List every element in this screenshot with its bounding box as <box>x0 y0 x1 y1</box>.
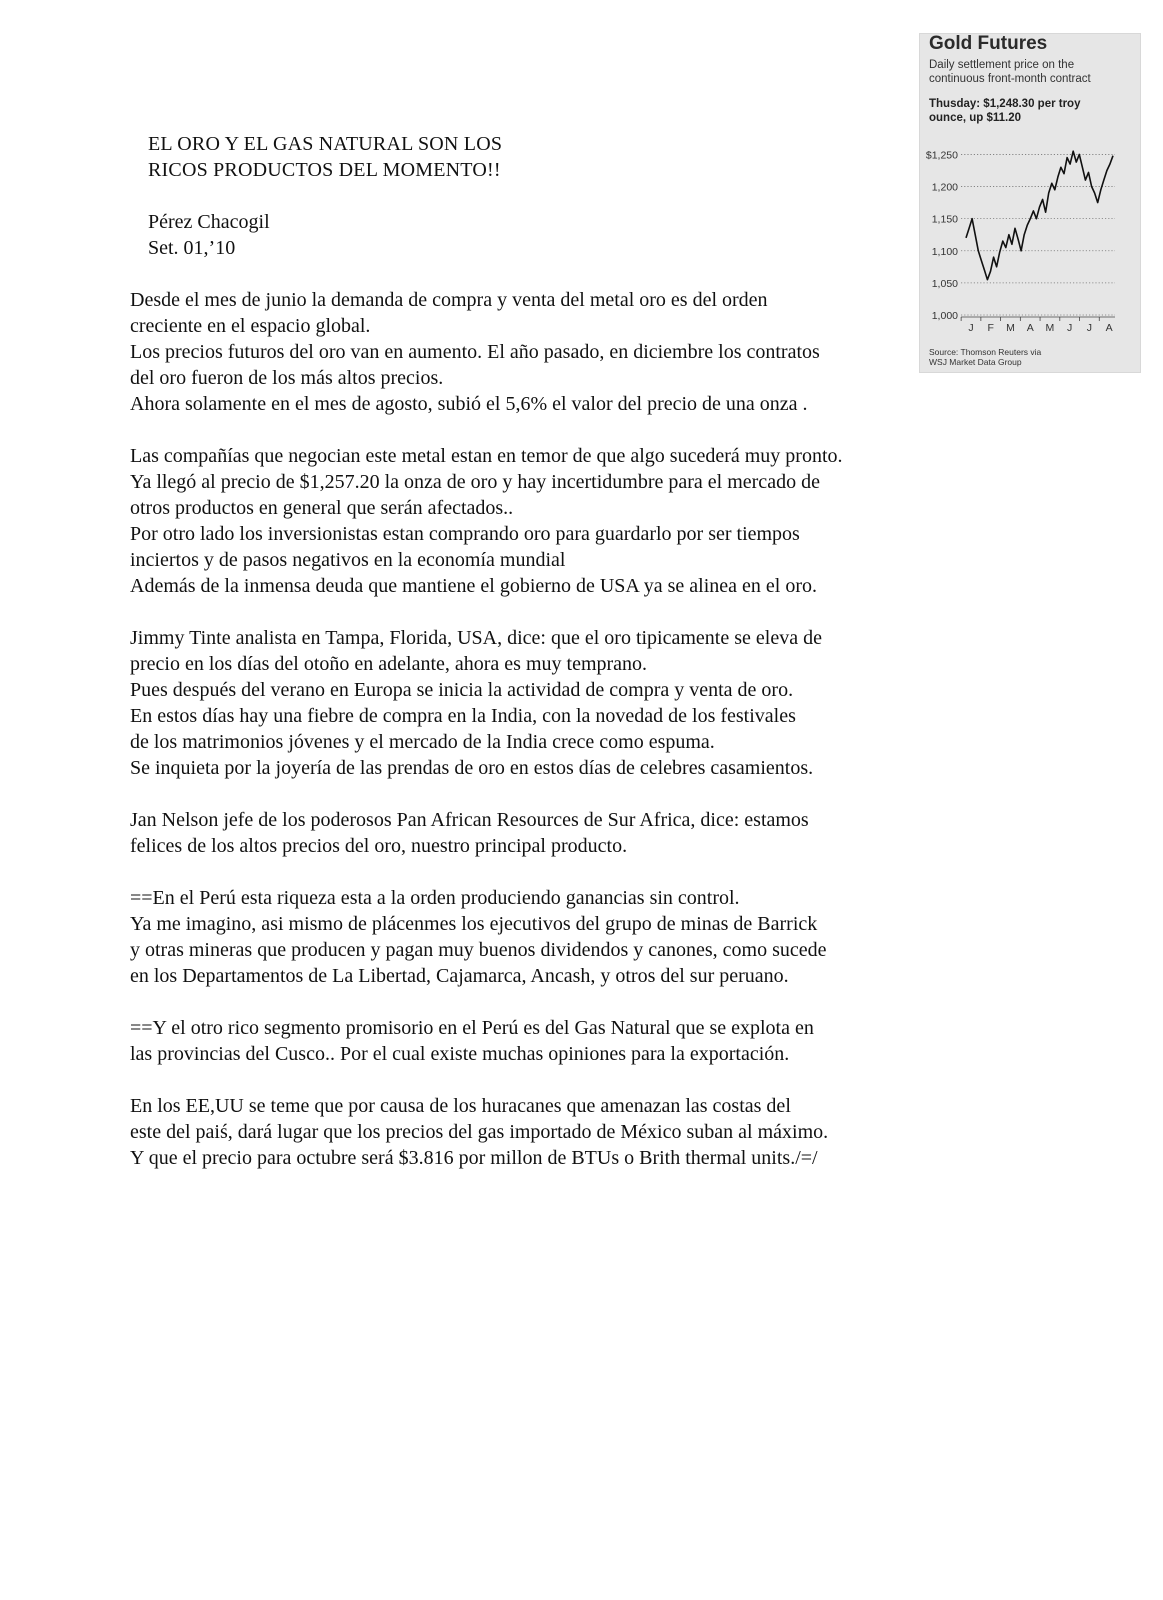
article-title <box>148 131 502 183</box>
clipping-subtitle-line: continuous front-month contract <box>929 73 1091 85</box>
body-line: en los Departamentos de La Libertad, Cajamarca, Ancash, y otros del sur peruano. <box>130 965 789 987</box>
article-date: Set. 01,’10 <box>148 237 236 259</box>
title-line-2: RICOS PRODUCTOS DEL MOMENTO!! <box>148 159 501 181</box>
body-line: Se inquieta por la joyería de las prendas de oro en estos días de celebres casamientos. <box>130 757 814 779</box>
body-line: otros productos en general que serán afectados.. <box>130 497 514 519</box>
y-tick-label: 1,050 <box>931 277 958 290</box>
body-line: y otras mineras que producen y pagan muy buenos dividendos y canones, como sucede <box>130 939 827 961</box>
body-line: Ahora solamente en el mes de agosto, subió el 5,6% el valor del precio de una onza . <box>130 393 808 415</box>
body-line: creciente en el espacio global. <box>130 315 371 337</box>
body-line: inciertos y de pasos negativos en la economía mundial <box>130 549 566 571</box>
paragraph-gap <box>130 417 843 443</box>
y-tick-label: 1,000 <box>931 310 958 322</box>
y-tick-label: $1,250 <box>925 149 958 162</box>
x-tick-label: J <box>968 322 974 334</box>
paragraph <box>130 287 843 417</box>
body-line: Desde el mes de junio la demanda de compra y venta del metal oro es del orden <box>130 289 768 311</box>
body-line: Ya me imagino, asi mismo de plácenmes los ejecutivos del grupo de minas de Barrick <box>130 913 818 935</box>
body-line: de los matrimonios jóvenes y el mercado de la India crece como espuma. <box>130 731 715 753</box>
x-tick-label: M <box>1045 322 1055 334</box>
clipping-source <box>929 347 1041 367</box>
body-line: Jimmy Tinte analista en Tampa, Florida, USA, dice: que el oro tipicamente se eleva de <box>130 627 822 649</box>
body-line: Además de la inmensa deuda que mantiene el gobierno de USA ya se alinea en el oro. <box>130 575 817 597</box>
x-tick-label: A <box>1105 322 1113 334</box>
body-line: este del paiś, dará lugar que los precios del gas importado de México suban al máximo. <box>130 1121 829 1143</box>
body-line: Los precios futuros del oro van en aumento. El año pasado, en diciembre los contratos <box>130 341 820 363</box>
clipping-info-line: ounce, up $11.20 <box>929 112 1022 124</box>
body-line: las provincias del Cusco.. Por el cual existe muchas opiniones para la exportación. <box>130 1043 790 1065</box>
paragraph <box>130 1015 843 1067</box>
gold-futures-chart <box>919 33 1141 373</box>
body-line: Jan Nelson jefe de los poderosos Pan African Resources de Sur Africa, dice: estamos <box>130 809 809 831</box>
x-tick-label: A <box>1026 322 1034 334</box>
paragraph <box>130 625 843 781</box>
body-line: ==Y el otro rico segmento promisorio en el Perú es del Gas Natural que se explota en <box>130 1017 814 1039</box>
paragraph-gap <box>130 781 843 807</box>
body-line: Y que el precio para octubre será $3.816 por millon de BTUs o Brith thermal units./=/ <box>130 1147 818 1169</box>
x-tick-label: J <box>1067 322 1073 334</box>
body-line: Pues después del verano en Europa se inicia la actividad de compra y venta de oro. <box>130 679 794 701</box>
article-body <box>130 287 843 1171</box>
author-name: Pérez Chacogil <box>148 211 270 233</box>
body-line: felices de los altos precios del oro, nuestro principal producto. <box>130 835 628 857</box>
paragraph <box>130 443 843 599</box>
body-line: Ya llegó al precio de $1,257.20 la onza de oro y hay incertidumbre para el mercado de <box>130 471 820 493</box>
body-line: del oro fueron de los más altos precios. <box>130 367 444 389</box>
paragraph-gap <box>130 989 843 1015</box>
paragraph <box>130 1093 843 1171</box>
body-line: precio en los días del otoño en adelante, ahora es muy temprano. <box>130 653 648 675</box>
x-tick-label: J <box>1086 322 1093 334</box>
clipping-subtitle-line: Daily settlement price on the <box>929 59 1075 71</box>
y-tick-label: 1,150 <box>931 213 958 226</box>
x-tick-label: M <box>1006 322 1015 334</box>
x-tick-label: F <box>987 322 994 334</box>
byline <box>148 209 270 261</box>
body-line: Las compañías que negocian este metal estan en temor de que algo sucederá muy pronto. <box>130 445 843 467</box>
body-line: Por otro lado los inversionistas estan comprando oro para guardarlo por ser tiempos <box>130 523 800 545</box>
clipping-source-line: Source: Thomson Reuters via <box>929 347 1042 357</box>
paragraph-gap <box>130 599 843 625</box>
price-series-line <box>966 151 1113 280</box>
paragraph <box>130 885 843 989</box>
paragraph <box>130 807 843 859</box>
title-line-1: EL ORO Y EL GAS NATURAL SON LOS <box>148 133 503 155</box>
paragraph-gap <box>130 1067 843 1093</box>
paragraph-gap <box>130 859 843 885</box>
clipping-info-line: Thusday: $1,248.30 per troy <box>929 98 1081 110</box>
body-line: En estos días hay una fiebre de compra en la India, con la novedad de los festivales <box>130 705 796 727</box>
y-tick-label: 1,200 <box>931 181 958 194</box>
body-line: ==En el Perú esta riqueza esta a la orden produciendo ganancias sin control. <box>130 887 740 909</box>
y-tick-label: 1,100 <box>931 245 958 258</box>
body-line: En los EE,UU se teme que por causa de los huracanes que amenazan las costas del <box>130 1095 791 1117</box>
gold-futures-clipping <box>919 33 1141 373</box>
clipping-title: Gold Futures <box>929 33 1048 54</box>
clipping-source-line: WSJ Market Data Group <box>929 357 1022 367</box>
